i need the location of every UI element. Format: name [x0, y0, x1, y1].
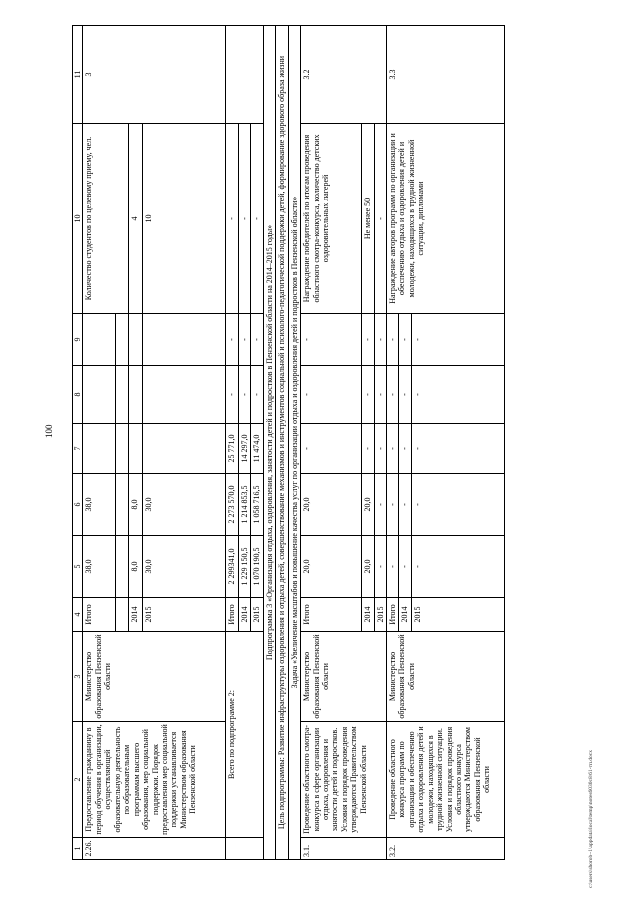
value-cell: 30,0: [143, 474, 226, 536]
year-cell: [116, 598, 129, 632]
value-cell: [116, 474, 129, 536]
page-number: 100: [44, 424, 54, 438]
header-cell: 9: [73, 314, 83, 366]
year-cell: 2015: [411, 598, 504, 632]
value-cell: -: [251, 366, 263, 424]
value-cell: -: [374, 366, 386, 424]
rotated-table-container: [72, 26, 584, 860]
value-cell: -: [301, 314, 362, 366]
link-cell: [226, 26, 263, 124]
measure-description: Предоставление гражданину в период обучения в организации, осуществляющей образовательную деятельность по образовательным программам высшего образования, мер социальной поддержки. Порядок предоставления мер социальной поддержки устанавливается Министерством образования Пензенской области: [83, 722, 226, 838]
row-number: 3.1.: [301, 838, 387, 860]
value-cell: [116, 536, 129, 598]
executor-cell: Министерство образования Пензенской области: [301, 632, 387, 722]
indicator-value: Не менее 50: [362, 124, 374, 314]
value-cell: -: [374, 536, 386, 598]
value-cell: -: [362, 366, 374, 424]
value-cell: 20,0: [301, 474, 362, 536]
value-cell: -: [386, 314, 398, 366]
value-cell: -: [411, 366, 504, 424]
value-cell: 2 273 570,0: [226, 474, 238, 536]
value-cell: [116, 424, 129, 474]
footer-file-path: c:\users\shorob~1\appdata\local\temp\notes6030c8\61-тп.docx: [588, 750, 594, 888]
value-cell: [129, 424, 143, 474]
year-cell: 2014: [129, 598, 143, 632]
header-cell: 3: [73, 632, 83, 722]
value-cell: -: [411, 314, 504, 366]
measure-description: Проведение областного смотра-конкурса в сфере организации отдыха, оздоровления и занятости детей и подростков. Условия и порядок проведения утверждаются Правительством Пензенской области: [301, 722, 387, 838]
year-cell: 2014: [362, 598, 374, 632]
header-cell: 7: [73, 424, 83, 474]
subprogram-goal: Цель подпрограммы: Развитие инфраструктуры оздоровления и отдыха детей, совершенствование механизмов и инструментов социальной и психолого-педагогической поддержки детей, формирование здорового образа жизни: [276, 26, 288, 860]
value-cell: 25 771,0: [226, 424, 238, 474]
measure-description: Проведение областного конкурса программ по организации и обеспечению отдыха и оздоровления детей и молодежи, находящихся в трудной жизненной ситуации. Условия и порядок проведения областного конкурса утверждаются Министерством образования Пензенской области: [386, 722, 504, 838]
value-cell: -: [238, 366, 250, 424]
indicator-value: 4: [129, 124, 143, 314]
value-cell: [129, 366, 143, 424]
value-cell: -: [301, 366, 362, 424]
header-cell: 6: [73, 474, 83, 536]
value-cell: 14 297,0: [238, 424, 250, 474]
value-cell: -: [399, 474, 411, 536]
row-number: 3.2.: [386, 838, 504, 860]
value-cell: [143, 366, 226, 424]
value-cell: [116, 314, 129, 366]
header-cell: 10: [73, 124, 83, 314]
subprogram-title: Подпрограмма 3 «Организация отдыха, оздоровления, занятости детей и подростков в Пензенской области на 2014–2015 годы»: [263, 26, 275, 860]
value-cell: [83, 424, 116, 474]
value-cell: [129, 314, 143, 366]
value-cell: -: [301, 424, 362, 474]
value-cell: -: [386, 474, 398, 536]
value-cell: -: [362, 424, 374, 474]
header-cell: 5: [73, 536, 83, 598]
table-row: [386, 26, 398, 860]
value-cell: 1 070 190,5: [251, 536, 263, 598]
header-row: [73, 26, 83, 860]
value-cell: 1 229 150,5: [238, 536, 250, 598]
value-cell: -: [226, 314, 238, 366]
year-cell: Итого: [226, 598, 238, 632]
total-label: Всего по подпрограмме 2:: [226, 632, 263, 838]
subprogram-title-row: [263, 26, 275, 860]
header-cell: 2: [73, 722, 83, 838]
value-cell: -: [386, 536, 398, 598]
value-cell: -: [399, 366, 411, 424]
link-cell: 3.2: [301, 26, 387, 124]
value-cell: 20,0: [362, 474, 374, 536]
value-cell: -: [411, 536, 504, 598]
link-cell: 3.3: [386, 26, 504, 124]
task-row: [288, 26, 300, 860]
value-cell: 1 214 853,5: [238, 474, 250, 536]
value-cell: -: [362, 314, 374, 366]
indicator-cell: Награждение победителей по итогам проведения областного смотра-конкурса, количество детских оздоровительных лагерей: [301, 124, 362, 314]
subprogram-goal-row: [276, 26, 288, 860]
value-cell: 20,0: [301, 536, 362, 598]
table-row: [83, 26, 116, 860]
value-cell: -: [386, 424, 398, 474]
value-cell: 38,0: [83, 536, 116, 598]
indicator-value: 10: [143, 124, 226, 314]
year-cell: Итого: [83, 598, 116, 632]
value-cell: -: [399, 536, 411, 598]
value-cell: [116, 366, 129, 424]
value-cell: -: [226, 366, 238, 424]
value-cell: 11 474,0: [251, 424, 263, 474]
value-cell: [83, 366, 116, 424]
program-table: [72, 25, 505, 860]
year-cell: 2015: [374, 598, 386, 632]
value-cell: -: [399, 424, 411, 474]
year-cell: 2015: [251, 598, 263, 632]
executor-cell: Министерство образования Пензенской области: [83, 632, 226, 722]
value-cell: -: [251, 124, 263, 314]
value-cell: -: [251, 314, 263, 366]
value-cell: 2 299341,0: [226, 536, 238, 598]
header-cell: 4: [73, 598, 83, 632]
year-cell: Итого: [301, 598, 362, 632]
table-row: [226, 26, 238, 860]
value-cell: -: [238, 124, 250, 314]
indicator-cell: Количество студентов по целевому приему, чел.: [83, 124, 129, 314]
value-cell: -: [374, 314, 386, 366]
value-cell: 1 058 716,5: [251, 474, 263, 536]
indicator-value: -: [374, 124, 386, 314]
value-cell: -: [238, 314, 250, 366]
executor-cell: Министерство образования Пензенской области: [386, 632, 504, 722]
header-cell: 11: [73, 26, 83, 124]
value-cell: -: [411, 474, 504, 536]
row-number: [226, 838, 263, 860]
link-cell: 3: [83, 26, 226, 124]
value-cell: 8,0: [129, 536, 143, 598]
task-title: Задача «Увеличение масштабов и повышение качества услуг по организации отдыха и оздоровления детей и подростков в Пензенской области»: [288, 26, 300, 860]
value-cell: -: [226, 124, 238, 314]
value-cell: -: [411, 424, 504, 474]
year-cell: 2014: [399, 598, 411, 632]
value-cell: 38,0: [83, 474, 116, 536]
value-cell: -: [374, 474, 386, 536]
indicator-cell: Награждение авторов программ по организации и обеспечению отдыха и оздоровления детей и молодежи, находящихся в трудной жизненной ситуации, дипломами: [386, 124, 504, 314]
header-cell: 1: [73, 838, 83, 860]
year-cell: 2014: [238, 598, 250, 632]
value-cell: -: [386, 366, 398, 424]
value-cell: 8,0: [129, 474, 143, 536]
value-cell: [83, 314, 116, 366]
value-cell: -: [399, 314, 411, 366]
value-cell: [143, 314, 226, 366]
value-cell: [143, 424, 226, 474]
value-cell: -: [374, 424, 386, 474]
table-row: [301, 26, 362, 860]
year-cell: Итого: [386, 598, 398, 632]
value-cell: 30,0: [143, 536, 226, 598]
header-cell: 8: [73, 366, 83, 424]
row-number: 2.26.: [83, 838, 226, 860]
year-cell: 2015: [143, 598, 226, 632]
value-cell: 20,0: [362, 536, 374, 598]
